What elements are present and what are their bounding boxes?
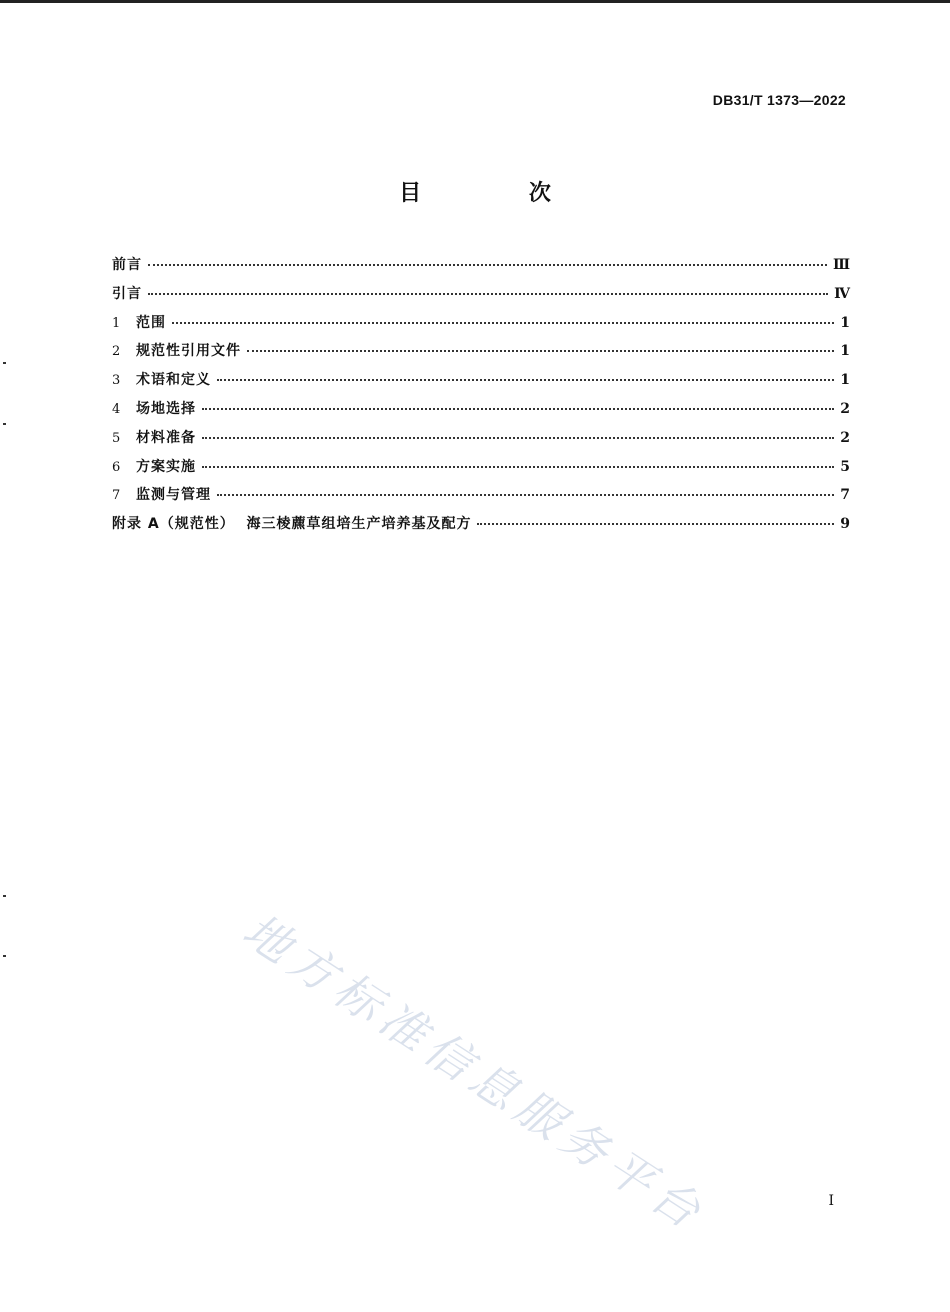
- dot-leader: [247, 349, 834, 352]
- margin-mark: [3, 955, 6, 957]
- dot-leader: [202, 465, 834, 468]
- toc-page-number: 5: [840, 458, 850, 475]
- dot-leader: [217, 493, 834, 496]
- toc-entry-site-selection[interactable]: [112, 398, 850, 427]
- toc-entry-appendix-a[interactable]: [112, 513, 850, 542]
- dot-leader: [148, 263, 827, 266]
- standard-code: DB31/T 1373—2022: [712, 92, 846, 108]
- toc-page-number: Ⅲ: [832, 257, 850, 273]
- toc-entry-material-preparation[interactable]: [112, 427, 850, 456]
- toc-entry-scope[interactable]: [112, 312, 850, 341]
- toc-number: 7: [112, 488, 121, 504]
- toc-number: 1: [112, 315, 121, 331]
- margin-mark: [3, 362, 6, 364]
- toc-page-number: 7: [840, 487, 850, 504]
- toc-number: 6: [112, 459, 121, 475]
- toc-page-number: 2: [840, 429, 850, 446]
- dot-leader: [477, 522, 834, 525]
- toc-entry-monitoring-management[interactable]: [112, 484, 850, 513]
- margin-mark: [3, 895, 6, 897]
- table-of-contents: [112, 254, 850, 542]
- margin-mark: [3, 423, 6, 425]
- toc-label: 监测与管理: [136, 487, 211, 504]
- toc-label: 规范性引用文件: [136, 343, 241, 360]
- dot-leader: [217, 378, 834, 381]
- toc-page-number: Ⅳ: [834, 285, 850, 302]
- toc-number: 3: [112, 373, 121, 389]
- page-number: I: [828, 1193, 834, 1209]
- toc-number: 2: [112, 344, 121, 360]
- toc-label: 方案实施: [136, 458, 196, 475]
- toc-number: 5: [112, 430, 121, 446]
- toc-entry-introduction[interactable]: [112, 283, 850, 312]
- toc-entry-normative-references[interactable]: [112, 340, 850, 369]
- watermark-text: 地方标准信息服务平台: [233, 902, 716, 1243]
- toc-page-number: 1: [840, 372, 850, 389]
- toc-page-number: 2: [840, 400, 850, 417]
- toc-page-number: 9: [840, 516, 850, 533]
- toc-label: 场地选择: [136, 400, 196, 417]
- dot-leader: [202, 407, 834, 410]
- toc-label: 引言: [112, 285, 142, 302]
- toc-number: 4: [112, 401, 121, 417]
- toc-entry-preface[interactable]: [112, 254, 850, 283]
- toc-entry-terms-definitions[interactable]: [112, 369, 850, 398]
- toc-entry-implementation[interactable]: [112, 456, 850, 485]
- toc-page-number: 1: [840, 343, 850, 360]
- top-border-rule: [0, 0, 950, 3]
- page-title: 目 次: [399, 181, 601, 206]
- toc-label: 术语和定义: [136, 372, 211, 389]
- dot-leader: [202, 436, 834, 439]
- dot-leader: [172, 321, 834, 324]
- toc-page-number: 1: [840, 314, 850, 331]
- toc-label: 附录 A（规范性） 海三棱藨草组培生产培养基及配方: [112, 516, 472, 533]
- dot-leader: [148, 292, 828, 295]
- toc-label: 范围: [136, 314, 166, 331]
- toc-label: 前言: [112, 257, 142, 273]
- toc-label: 材料准备: [136, 429, 196, 446]
